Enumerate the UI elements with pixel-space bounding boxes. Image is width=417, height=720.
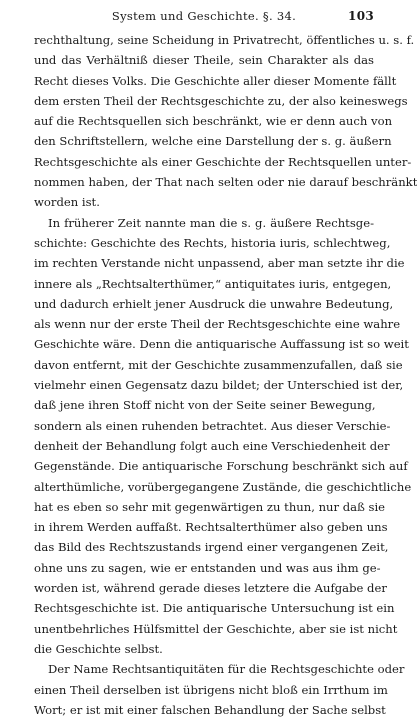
body-text xyxy=(34,30,417,720)
text-line: vielmehr einen Gegensatz dazu bildet; der Unterschied ist der, xyxy=(34,378,404,393)
text-line: Rechtsgeschichte als einer Geschichte der Rechtsquellen unter- xyxy=(34,154,412,169)
text-line: schichte: Geschichte des Rechts, historia iuris, schlechtweg, xyxy=(34,235,391,250)
paragraph xyxy=(34,30,417,213)
text-line: worden ist. xyxy=(34,195,100,210)
text-line: nommen haben, der That nach selten oder nie darauf beschränkt xyxy=(34,175,417,190)
text-line: den Schriftstellern, welche eine Darstellung der s. g. äußern xyxy=(34,134,392,149)
paragraph xyxy=(34,659,405,720)
running-title: System und Geschichte. §. 34. xyxy=(111,9,297,23)
text-line: auf die Rechtsquellen sich beschränkt, wie er denn auch von xyxy=(34,114,393,129)
text-line: als wenn nur der erste Theil der Rechtsgeschichte eine wahre xyxy=(34,317,401,332)
text-line: Recht dieses Volks. Die Geschichte aller dieser Momente fällt xyxy=(34,73,397,88)
text-line: Der Name Rechtsantiquitäten für die Rechtsgeschichte oder xyxy=(48,662,405,677)
text-line: Wort; er ist mit einer falschen Behandlung der Sache selbst xyxy=(34,702,386,717)
text-line: Gegenstände. Die antiquarische Forschung beschränkt sich auf xyxy=(34,459,408,474)
text-line: einen Theil derselben ist übrigens nicht bloß ein Irrthum im xyxy=(34,682,388,697)
text-line: ohne uns zu sagen, wie er entstanden und was aus ihm ge- xyxy=(34,560,381,575)
text-line: innere als „Rechtsalterthümer,“ antiquitates iuris, entgegen, xyxy=(34,276,392,291)
text-line: Geschichte wäre. Denn die antiquarische Auffassung ist so weit xyxy=(34,337,409,352)
text-line: im rechten Verstande nicht unpassend, aber man setzte ihr die xyxy=(34,256,405,271)
text-line: in ihrem Werden auffaßt. Rechtsalterthümer also geben uns xyxy=(34,520,388,535)
text-line: alterthümliche, vorübergegangene Zustände, die geschichtliche xyxy=(34,479,412,494)
text-line: daß jene ihren Stoff nicht von der Seite seiner Bewegung, xyxy=(34,398,376,413)
text-line: worden ist, während gerade dieses letztere die Aufgabe der xyxy=(34,581,387,596)
text-line: In früherer Zeit nannte man die s. g. äußere Rechtsge- xyxy=(48,215,374,230)
text-line: das Bild des Rechtszustands irgend einer vergangenen Zeit, xyxy=(34,540,389,555)
running-head xyxy=(34,6,374,26)
text-line: und dadurch erhielt jener Ausdruck die unwahre Bedeutung, xyxy=(34,296,394,311)
text-line: davon entfernt, mit der Geschichte zusammenzufallen, daß sie xyxy=(34,357,403,372)
text-line: unentbehrliches Hülfsmittel der Geschichte, aber sie ist nicht xyxy=(34,621,398,636)
text-line: denheit der Behandlung folgt auch eine Verschiedenheit der xyxy=(34,438,390,453)
text-line: hat es eben so sehr mit gegenwärtigen zu thun, nur daß sie xyxy=(34,499,386,514)
page-number: 103 xyxy=(348,9,374,23)
text-line: die Geschichte selbst. xyxy=(34,641,163,656)
text-line: rechthaltung, seine Scheidung in Privatrecht, öffentliches u. s. f. xyxy=(34,33,415,47)
text-line: und das Verhältniß dieser Theile, sein Charakter als das xyxy=(34,53,374,68)
text-line: Rechtsgeschichte ist. Die antiquarische Untersuchung ist ein xyxy=(34,601,395,616)
text-line: dem ersten Theil der Rechtsgeschichte zu, der also keineswegs xyxy=(34,93,408,108)
text-line: sondern als einen ruhenden betrachtet. Aus dieser Verschie- xyxy=(34,418,391,433)
paragraph xyxy=(34,213,412,660)
